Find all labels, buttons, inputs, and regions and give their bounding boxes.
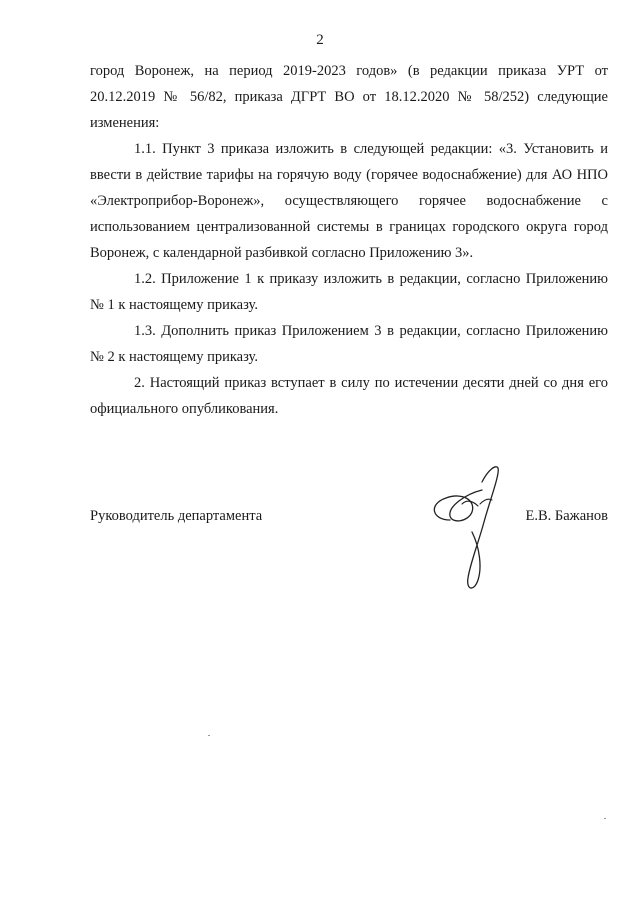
paragraph-1-2: 1.2. Приложение 1 к приказу изложить в редакции, согласно Приложению № 1 к настоящему приказу. <box>90 271 608 313</box>
document-body <box>90 58 608 422</box>
signature-block <box>90 508 608 608</box>
handwritten-signature <box>422 460 522 600</box>
paragraph-1-3: 1.3. Дополнить приказ Приложением 3 в редакции, согласно Приложению № 2 к настоящему приказу. <box>90 323 608 365</box>
paragraph-1-1: 1.1. Пункт 3 приказа изложить в следующей редакции: «3. Установить и ввести в действие тарифы на горячую воду (горячее водоснабжение) для АО НПО «Электроприбор-Воронеж», осуществляющего горячее водоснабжение с использованием централизованной системы в границах городского округа город Воронеж, с календарной разбивкой согласно Приложению 3». <box>90 141 608 261</box>
scan-speck <box>208 735 210 736</box>
signatory-name: Е.В. Бажанов <box>525 508 608 524</box>
paragraph-continuation: город Воронеж, на период 2019-2023 годов» (в редакции приказа УРТ от 20.12.2019 № 56/82, приказа ДГРТ ВО от 18.12.2020 № 58/252) следующие изменения: <box>90 63 608 131</box>
signatory-position: Руководитель департамента <box>90 508 263 524</box>
scan-speck <box>604 818 606 819</box>
paragraph-2: 2. Настоящий приказ вступает в силу по истечении десяти дней со дня его официального опубликования. <box>90 375 608 417</box>
page-number: 2 <box>316 32 324 48</box>
